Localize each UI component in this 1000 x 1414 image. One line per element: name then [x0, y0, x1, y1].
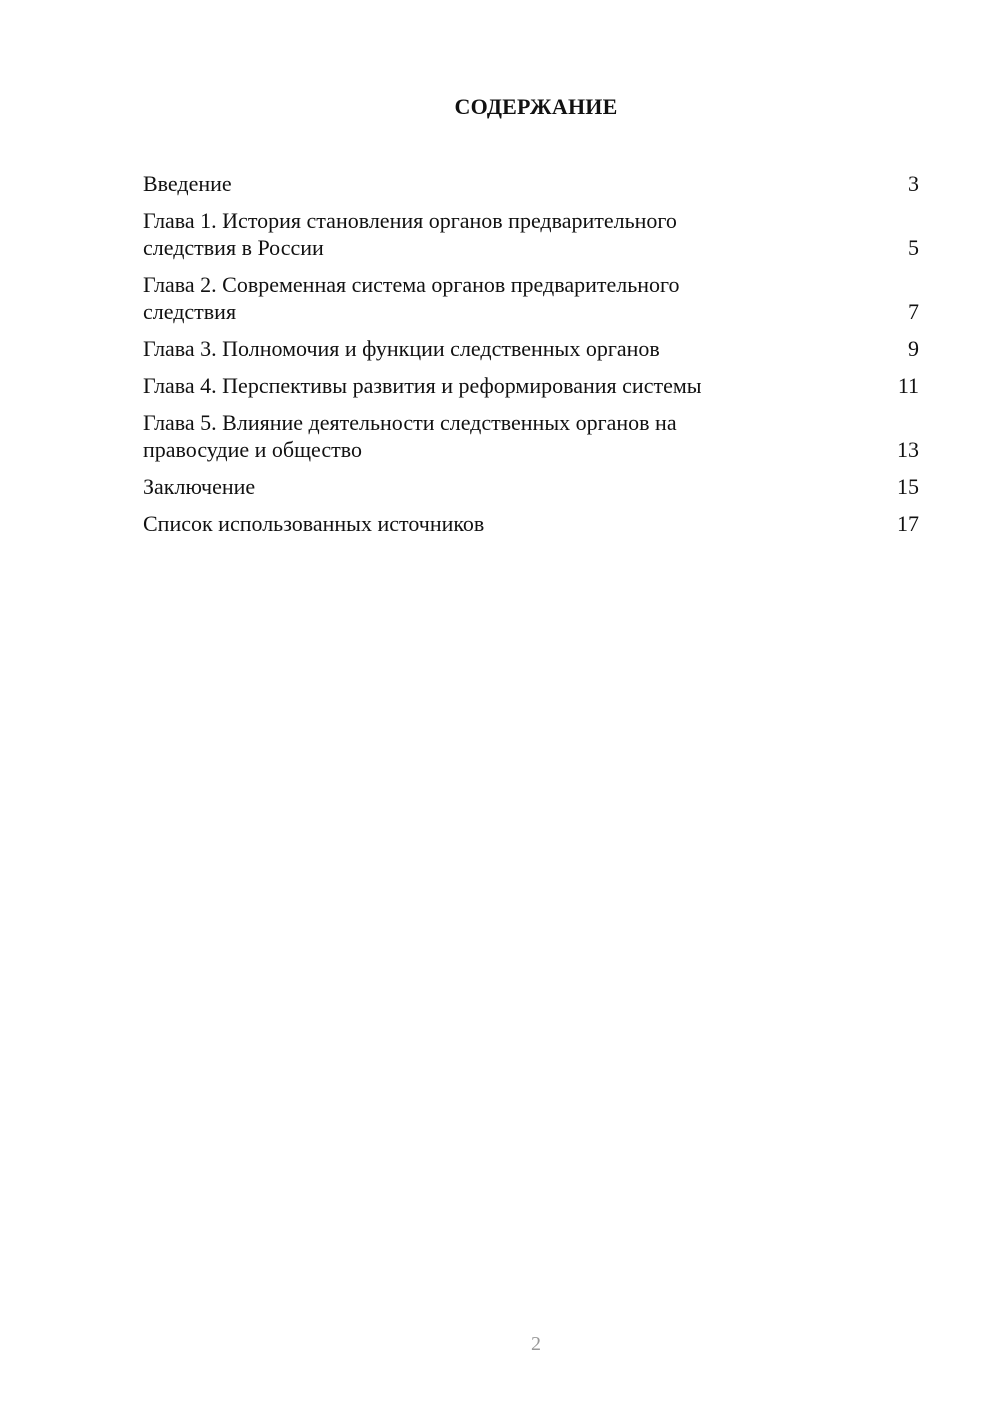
toc-entry-chapter-4	[143, 372, 919, 399]
toc-entry-text: Заключение	[143, 474, 256, 499]
toc-entry-page: 17	[897, 511, 919, 536]
toc-entry-text: Список использованных источников	[143, 511, 485, 536]
toc-entry-page: 11	[897, 373, 919, 398]
toc-entry-chapter-3	[143, 335, 919, 362]
page-title: СОДЕРЖАНИЕ	[454, 94, 618, 119]
toc-entry-page: 9	[908, 336, 919, 361]
toc-entry-chapter-2	[143, 271, 919, 325]
toc-entry-page: 5	[908, 235, 919, 260]
toc-entry-text: Глава 2. Современная система органов предварительного следствия	[143, 272, 680, 324]
toc-entry-text: Глава 5. Влияние деятельности следственных органов на правосудие и общество	[143, 410, 677, 462]
toc-entry-page: 15	[897, 474, 919, 499]
toc-entry-text: Глава 1. История становления органов предварительного следствия в России	[143, 208, 677, 260]
toc-entry-text: Глава 4. Перспективы развития и реформирования системы	[143, 373, 702, 398]
toc-entry-chapter-5	[143, 409, 919, 463]
toc-entry-introduction	[143, 170, 919, 197]
toc-entry-references	[143, 510, 919, 537]
toc-entry-page: 7	[908, 299, 919, 324]
table-of-contents	[143, 170, 919, 547]
page-number: 2	[531, 1333, 541, 1355]
toc-entry-page: 3	[908, 171, 919, 196]
toc-entry-chapter-1	[143, 207, 919, 261]
toc-entry-text: Глава 3. Полномочия и функции следственных органов	[143, 336, 660, 361]
toc-entry-page: 13	[897, 437, 919, 462]
toc-entry-text: Введение	[143, 171, 232, 196]
toc-entry-conclusion	[143, 473, 919, 500]
